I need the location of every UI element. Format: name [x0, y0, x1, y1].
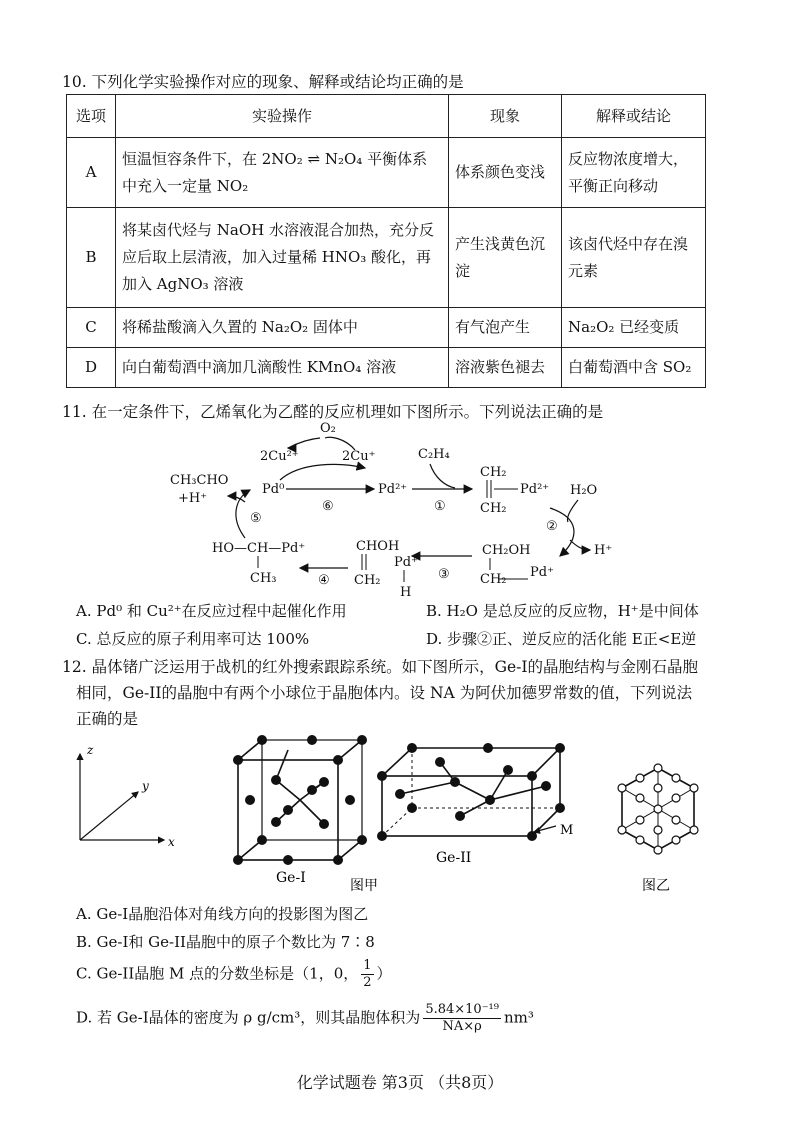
int3-pd: Pd⁺	[394, 555, 418, 570]
q12-line2: 相同，Ge-II的晶胞中有两个小球位于晶胞体内。设 NA 为阿伏加德罗常数的值，下列说法	[76, 684, 693, 702]
c2h4-label: C₂H₄	[418, 447, 450, 462]
int3-top: CHOH	[356, 539, 400, 554]
projection-hexagon	[618, 764, 698, 854]
table-row	[67, 308, 706, 348]
row-conclusion: 该卤代烃中存在溴元素	[562, 208, 706, 308]
x-axis-label: x	[168, 835, 175, 849]
step3-label: ③	[438, 567, 450, 582]
int1-bottom: CH₂	[480, 501, 507, 516]
figure-b-label: 图乙	[642, 878, 670, 894]
cu2-label: 2Cu²⁺	[260, 449, 299, 464]
row-operation: 将某卤代烃与 NaOH 水溶液混合加热，充分反应后取上层清液，加入过量稀 HNO₃ 酸化，再加入 AgNO₃ 溶液	[116, 208, 449, 308]
int3-bottom: CH₂	[354, 573, 381, 588]
table-row	[67, 348, 706, 388]
int2-bottom: CH₂	[480, 572, 507, 587]
header-conclusion: 解释或结论	[562, 95, 706, 138]
int3-h: H	[400, 585, 412, 600]
cu1-label: 2Cu⁺	[342, 449, 376, 464]
row-conclusion: 反应物浓度增大，平衡正向移动	[562, 138, 706, 208]
q12-option-c: C. Ge-II晶胞 M 点的分数坐标是（1，0， $\frac{1}{2}$ ）	[76, 958, 392, 990]
row-phenomenon: 溶液紫色褪去	[449, 348, 562, 388]
row-phenomenon: 有气泡产生	[449, 308, 562, 348]
q11-option-d: D. 步骤②正、逆反应的活化能 E正<E逆	[426, 630, 697, 648]
o2-arrow	[288, 438, 320, 448]
step6-label: ⑥	[322, 499, 334, 514]
int1-pd: Pd²⁺	[520, 482, 550, 497]
q12-line3: 正确的是	[76, 710, 139, 728]
step1-label: ①	[434, 499, 446, 514]
row-phenomenon: 产生浅黄色沉淀	[449, 208, 562, 308]
int1-top: CH₂	[480, 465, 507, 480]
h2o-label: H₂O	[570, 483, 598, 498]
reaction-mechanism-diagram	[150, 418, 670, 600]
ge1-unit-cell	[233, 735, 367, 865]
c2h4-in-arrow	[430, 464, 455, 488]
header-phenomenon: 现象	[449, 95, 562, 138]
step2-label: ②	[546, 519, 558, 534]
header-operation: 实验操作	[116, 95, 449, 138]
q11-option-a: A. Pd⁰ 和 Cu²⁺在反应过程中起催化作用	[76, 602, 347, 620]
q12-option-d: D. 若 Ge-I晶体的密度为 ρ g/cm³，则其晶胞体积为 $\frac{\text{5.84×10⁻¹⁹}}{NA\times\rho}$ nm³	[76, 1002, 534, 1034]
o2-label: O₂	[320, 421, 336, 436]
step4-label: ④	[318, 573, 330, 588]
y-axis-label: y	[142, 779, 149, 793]
coordinate-axes	[80, 754, 164, 840]
int4-bottom: CH₃	[250, 571, 277, 586]
ge2-label: Ge-II	[436, 850, 472, 866]
q11-option-c: C. 总反应的原子利用率可达 100%	[76, 630, 310, 648]
product-release-arrow	[228, 496, 245, 502]
hplus-label: H⁺	[594, 543, 613, 558]
row-operation: 向白葡萄酒中滴加几滴酸性 KMnO₄ 溶液	[116, 348, 449, 388]
table-row	[67, 138, 706, 208]
row-option: A	[67, 138, 116, 208]
pd0-label: Pd⁰	[262, 482, 285, 497]
row-operation: 恒温恒容条件下，在 2NO₂ ⇌ N₂O₄ 平衡体系中充入一定量 NO₂	[116, 138, 449, 208]
table-header-row	[67, 95, 706, 138]
z-axis-label: z	[87, 743, 94, 757]
q11-option-b: B. H₂O 是总反应的反应物，H⁺是中间体	[426, 602, 699, 620]
hplus-out-arrow	[570, 540, 590, 550]
row-option: D	[67, 348, 116, 388]
figure-a-label: 图甲	[350, 878, 378, 894]
q12-option-b: B. Ge-I和 Ge-II晶胞中的原子个数比为 7∶8	[76, 933, 375, 951]
row-operation: 将稀盐酸滴入久置的 Na₂O₂ 固体中	[116, 308, 449, 348]
ge2-unit-cell	[377, 743, 565, 841]
m-point-label: M	[560, 823, 574, 838]
q12-line1: 12. 晶体锗广泛运用于战机的红外搜索跟踪系统。如下图所示，Ge-I的晶胞结构与金刚石晶胞	[62, 658, 698, 676]
ge1-label: Ge-I	[276, 870, 306, 886]
row-conclusion: Na₂O₂ 已经变质	[562, 308, 706, 348]
pd2-label: Pd²⁺	[378, 482, 408, 497]
int4-main: HO—CH—Pd⁺	[212, 541, 306, 556]
row-conclusion: 白葡萄酒中含 SO₂	[562, 348, 706, 388]
q10-title: 10. 下列化学实验操作对应的现象、解释或结论均正确的是	[62, 73, 464, 91]
int2-pd: Pd⁺	[530, 565, 554, 580]
experiment-table	[66, 94, 706, 388]
row-option: C	[67, 308, 116, 348]
header-option: 选项	[67, 95, 116, 138]
page-footer: 化学试题卷 第3页 （共8页）	[296, 1073, 504, 1092]
table-row	[67, 208, 706, 308]
step5-arrow	[236, 490, 250, 538]
cu-reduction-arrow	[280, 464, 365, 480]
q12-option-a: A. Ge-I晶胞沿体对角线方向的投影图为图乙	[76, 905, 369, 923]
product-hplus: +H⁺	[178, 491, 208, 506]
step5-label: ⑤	[250, 511, 262, 526]
product-acetaldehyde: CH₃CHO	[170, 473, 229, 488]
row-phenomenon: 体系颜色变浅	[449, 138, 562, 208]
row-option: B	[67, 208, 116, 308]
crystal-figures	[60, 730, 740, 900]
int2-top: CH₂OH	[482, 543, 531, 558]
q11-title: 11. 在一定条件下，乙烯氧化为乙醛的反应机理如下图所示。下列说法正确的是	[62, 403, 604, 421]
